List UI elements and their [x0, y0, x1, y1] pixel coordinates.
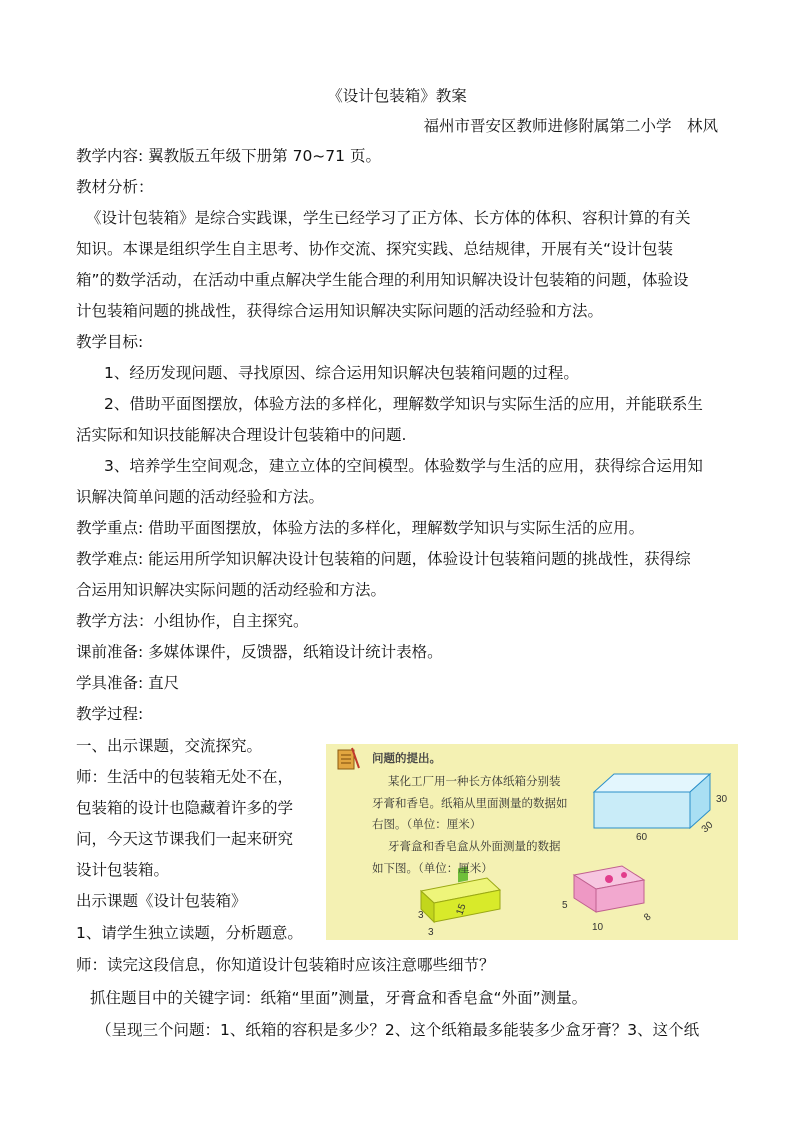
teaching-method: 教学方法：小组协作，自主探究。	[76, 612, 309, 630]
figure-heading: 问题的提出。	[372, 751, 441, 765]
figure-text-line: 右图。（单位：厘米）	[372, 817, 482, 831]
student-tools: 学具准备: 直尺	[76, 674, 180, 692]
paragraph-line: 《设计包装箱》是综合实践课，学生已经学习了正方体、长方体的体积、容积计算的有关	[86, 209, 691, 227]
section-heading-process: 教学过程:	[76, 705, 144, 723]
toothpaste-width-label: 3	[428, 927, 434, 938]
soap-width-label: 8	[642, 911, 654, 924]
step-item: 1、请学生独立读题，分析题意。	[76, 924, 303, 942]
box-length-label: 60	[636, 832, 648, 843]
document-title: 《设计包装箱》教案	[327, 87, 467, 105]
carton-box-drawing	[594, 774, 710, 828]
figure-text-line: 某化工厂用一种长方体纸箱分别装	[388, 774, 561, 788]
problem-figure	[326, 744, 738, 940]
teacher-speech: 包装箱的设计也隐藏着许多的学	[76, 799, 294, 817]
soap-box-drawing	[574, 866, 644, 912]
paragraph-line: 计包装箱问题的挑战性，获得综合运用知识解决实际问题的活动经验和方法。	[76, 302, 604, 320]
box-width-label: 30	[699, 819, 716, 836]
figure-text-line: 如下图。（单位：厘米）	[372, 861, 493, 875]
soap-height-label: 5	[562, 900, 568, 911]
difficult-points: 教学难点: 能运用所学知识解决设计包装箱的问题，体验设计包装箱问题的挑战性，获得综	[76, 550, 691, 568]
document-author: 福州市晋安区教师进修附属第二小学 林风	[423, 117, 718, 135]
paragraph-line: 合运用知识解决实际问题的活动经验和方法。	[76, 581, 387, 599]
teacher-question: 师：读完这段信息，你知道设计包装箱时应该注意哪些细节？	[76, 956, 495, 974]
show-topic: 出示课题《设计包装箱》	[76, 892, 247, 910]
key-points: 教学重点: 借助平面图摆放，体验方法的多样化，理解数学知识与实际生活的应用。	[76, 519, 645, 537]
figure-text-line: 牙膏和香皂。纸箱从里面测量的数据如	[372, 796, 568, 810]
teacher-speech: 问，今天这节课我们一起来研究	[76, 830, 294, 848]
toothpaste-height-label: 3	[418, 910, 424, 921]
paragraph-line: 活实际和知识技能解决合理设计包装箱中的问题.	[76, 426, 407, 444]
soap-length-label: 10	[592, 922, 604, 933]
teacher-speech: 师：生活中的包装箱无处不在，	[76, 768, 294, 786]
paragraph-line: （呈现三个问题：1、纸箱的容积是多少？2、这个纸箱最多能装多少盒牙膏？3、这个纸	[96, 1021, 700, 1039]
section-heading-analysis: 教材分析：	[76, 178, 154, 196]
toothpaste-length-label: 15	[454, 902, 469, 917]
pre-class-preparation: 课前准备: 多媒体课件，反馈器，纸箱设计统计表格。	[76, 643, 443, 661]
goal-item: 3、培养学生空间观念，建立立体的空间模型。体验数学与生活的应用，获得综合运用知	[104, 457, 703, 475]
goal-item: 2、借助平面图摆放，体验方法的多样化，理解数学知识与实际生活的应用，并能联系生	[104, 395, 703, 413]
goal-item: 1、经历发现问题、寻找原因、综合运用知识解决包装箱问题的过程。	[104, 364, 579, 382]
teaching-content: 教学内容: 翼教版五年级下册第 70~71 页。	[76, 147, 381, 165]
paragraph-line: 识解决简单问题的活动经验和方法。	[76, 488, 325, 506]
figure-text-line: 牙膏盒和香皂盒从外面测量的数据	[388, 839, 561, 853]
notebook-icon	[338, 748, 359, 769]
teacher-speech: 设计包装箱。	[76, 861, 170, 879]
paragraph-line: 箱”的数学活动，在活动中重点解决学生能合理的利用知识解决设计包装箱的问题，体验设	[76, 271, 689, 289]
box-height-label: 30	[716, 794, 728, 805]
paragraph-line: 抓住题目中的关键字词：纸箱“里面”测量，牙膏盒和香皂盒“外面”测量。	[90, 989, 588, 1007]
step-heading: 一、出示课题，交流探究。	[76, 737, 263, 755]
section-heading-goals: 教学目标:	[76, 333, 144, 351]
paragraph-line: 知识。本课是组织学生自主思考、协作交流、探究实践、总结规律，开展有关“设计包装	[76, 240, 674, 258]
